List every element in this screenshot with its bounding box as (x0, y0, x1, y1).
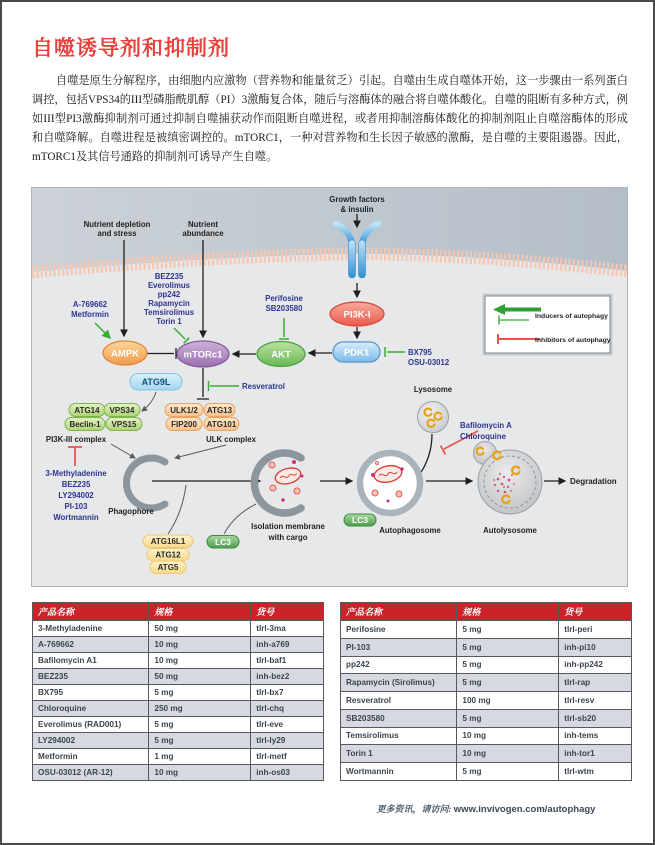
svg-text:PDK1: PDK1 (343, 347, 370, 359)
product-name: Rapamycin (Sirolimus) (341, 674, 457, 692)
svg-text:FIP200: FIP200 (171, 420, 197, 429)
product-size: 250 mg (149, 701, 251, 717)
table-row (341, 674, 632, 692)
inhibitor-bars (68, 431, 478, 466)
table-row (341, 709, 632, 727)
pathway-svg (32, 188, 627, 586)
drug-resveratrol: Resveratrol (242, 382, 285, 391)
product-name: Torin 1 (341, 745, 457, 763)
svg-text:Isolation membrane: Isolation membrane (251, 522, 325, 531)
autophagosome (360, 453, 420, 513)
svg-text:with cargo: with cargo (268, 533, 308, 542)
svg-text:Perifosine: Perifosine (265, 294, 303, 303)
product-size: 10 mg (457, 727, 559, 745)
product-size: 5 mg (457, 763, 559, 781)
table-row (33, 717, 324, 733)
svg-text:pp242: pp242 (157, 290, 181, 299)
drug-list-ampk-activators (71, 300, 109, 319)
product-catalog: inh-a769 (251, 637, 324, 653)
svg-text:LC3: LC3 (351, 515, 369, 525)
table-row (33, 685, 324, 701)
drug-list-lysosome-inhibitors (460, 421, 512, 441)
table-row (33, 749, 324, 765)
intro-paragraph: 自噬是原生分解程序，由细胞内应激物（营养物和能量贫乏）引起。自噬由生成自噬体开始，这一步骤由一系列蛋白调控，包括VPS34的III型磷脂酰肌醇（PI）3激酶复合体，随后与溶酶体的融合将自噬体酸化。自噬的阻断有多种方式，例如III型PI3激酶抑制剂可通过抑制自噬捕获动作而阻断自噬进程，或者用抑制溶酶体酸化的抑制剂阻止自噬溶酶体的形成和自噬降解。自噬进程是被缜密调控的。mTORC1，一种对营养物和生长因子敏感的激酶，是自噬的主要阻遏器。因此，mTORC1及其信号通路的抑制剂可诱导产生自噬。 (32, 75, 628, 163)
svg-text:mTORc1: mTORc1 (183, 349, 223, 361)
product-size: 5 mg (457, 638, 559, 656)
svg-text:& insulin: & insulin (340, 205, 374, 214)
svg-text:3-Methyladenine: 3-Methyladenine (45, 469, 107, 478)
svg-text:ATG101: ATG101 (206, 420, 237, 429)
pi3k3-complex-label: PI3K-III complex (45, 435, 107, 444)
product-size: 5 mg (457, 621, 559, 639)
svg-text:SB203580: SB203580 (265, 304, 303, 313)
svg-text:abundance: abundance (182, 229, 224, 238)
table-row (341, 621, 632, 639)
table-row (341, 638, 632, 656)
product-catalog: tlrl-ly29 (251, 733, 324, 749)
product-name: BEZ235 (33, 669, 149, 685)
table-row (341, 692, 632, 710)
autolysosome (474, 442, 543, 515)
svg-text:Torin 1: Torin 1 (156, 317, 182, 326)
product-name: SB203580 (341, 709, 457, 727)
phagophore-label: Phagophore (108, 507, 154, 516)
drug-list-akt-inhibitors (265, 294, 303, 313)
product-catalog: tlrl-wtm (559, 763, 632, 781)
svg-text:ULK1/2: ULK1/2 (170, 406, 198, 415)
svg-text:Everolimus: Everolimus (147, 281, 191, 290)
product-name: Metformin (33, 749, 149, 765)
product-size: 5 mg (149, 685, 251, 701)
svg-text:Inhibitors of autophagy: Inhibitors of autophagy (535, 337, 611, 344)
svg-text:Nutrient depletion: Nutrient depletion (83, 220, 151, 229)
drug-list-pdk1-inhibitors (408, 348, 450, 367)
table-row (33, 621, 324, 637)
col-header-size: 规格 (457, 603, 559, 621)
product-catalog: tlrl-baf1 (251, 653, 324, 669)
autolysosome-label: Autolysosome (483, 526, 537, 535)
table-row (341, 745, 632, 763)
svg-text:OSU-03012: OSU-03012 (408, 358, 450, 367)
svg-text:VPS34: VPS34 (109, 406, 135, 415)
svg-text:PI3K-I: PI3K-I (343, 309, 371, 321)
product-size: 5 mg (149, 733, 251, 749)
drug-list-pi3k3-inhibitors (45, 469, 107, 522)
ulk-complex-label: ULK complex (206, 435, 256, 444)
svg-text:BX795: BX795 (408, 348, 432, 357)
product-name: PI-103 (341, 638, 457, 656)
svg-text:Temsirolimus: Temsirolimus (143, 308, 195, 317)
product-name: Chloroquine (33, 701, 149, 717)
table-row (341, 656, 632, 674)
lysosome (418, 402, 449, 433)
table-header-row (33, 603, 324, 621)
product-catalog: tlrl-chq (251, 701, 324, 717)
svg-text:Nutrient: Nutrient (188, 220, 218, 229)
ulk-complex (165, 404, 239, 431)
svg-text:Wortmannin: Wortmannin (53, 513, 99, 522)
product-catalog: tlrl-3ma (251, 621, 324, 637)
lysosome-label: Lysosome (413, 385, 453, 394)
product-name: A-769662 (33, 637, 149, 653)
product-catalog: tlrl-rap (559, 674, 632, 692)
table-row (33, 653, 324, 669)
node-mtorc1 (177, 341, 229, 367)
product-name: Temsirolimus (341, 727, 457, 745)
product-size: 10 mg (149, 637, 251, 653)
product-size: 50 mg (149, 669, 251, 685)
product-name: Perifosine (341, 621, 457, 639)
svg-text:Beclin-1: Beclin-1 (69, 420, 101, 429)
footer-url-link[interactable]: www.invivogen.com/autophagy (453, 804, 596, 815)
product-size: 1 mg (149, 749, 251, 765)
svg-text:ATG12: ATG12 (155, 550, 181, 560)
product-name: OSU-03012 (AR-12) (33, 765, 149, 781)
footer (340, 799, 632, 817)
atg-conjugation-stack (143, 535, 193, 574)
phagophore-shape (126, 458, 165, 508)
product-catalog: inh-os03 (251, 765, 324, 781)
product-size: 10 mg (149, 765, 251, 781)
svg-text:LC3: LC3 (214, 537, 232, 547)
product-size: 5 mg (457, 656, 559, 674)
pi3k3-complex (65, 404, 142, 431)
products-table-left (32, 602, 324, 781)
product-catalog: tlrl-resv (559, 692, 632, 710)
svg-text:Growth factors: Growth factors (329, 195, 385, 204)
legend (484, 295, 612, 355)
table-row (341, 727, 632, 745)
lc3-pill-2 (344, 514, 376, 526)
svg-text:ATG14: ATG14 (74, 406, 100, 415)
svg-text:BEZ235: BEZ235 (154, 272, 184, 281)
svg-text:ATG5: ATG5 (157, 563, 179, 572)
svg-text:Chloroquine: Chloroquine (460, 432, 506, 441)
table-header-row (341, 603, 632, 621)
isolation-membrane-label (251, 522, 325, 542)
col-header-catalog: 货号 (559, 603, 632, 621)
product-size: 10 mg (149, 653, 251, 669)
table-row (33, 733, 324, 749)
product-name: pp242 (341, 656, 457, 674)
product-catalog: inh-bez2 (251, 669, 324, 685)
product-catalog: inh-tor1 (559, 745, 632, 763)
svg-text:LY294002: LY294002 (58, 491, 94, 500)
product-size: 5 mg (457, 674, 559, 692)
node-akt (257, 342, 305, 367)
svg-text:AKT: AKT (271, 349, 291, 361)
col-header-product: 产品名称 (33, 603, 149, 621)
product-size: 5 mg (149, 717, 251, 733)
col-header-size: 规格 (149, 603, 251, 621)
col-header-catalog: 货号 (251, 603, 324, 621)
table-row (33, 701, 324, 717)
product-catalog: tlrl-metf (251, 749, 324, 765)
product-catalog: inh-pi10 (559, 638, 632, 656)
node-ampk (103, 341, 147, 365)
svg-text:AMPK: AMPK (111, 348, 139, 360)
svg-text:and stress: and stress (97, 229, 137, 238)
svg-text:Bafilomycin A: Bafilomycin A (460, 421, 512, 430)
isolation-membrane (254, 453, 303, 513)
product-name: Bafilomycin A1 (33, 653, 149, 669)
table-row (33, 637, 324, 653)
svg-text:BEZ235: BEZ235 (61, 480, 91, 489)
product-catalog: tlrl-bx7 (251, 685, 324, 701)
svg-text:ATG13: ATG13 (206, 406, 233, 415)
product-catalog: tlrl-peri (559, 621, 632, 639)
svg-text:ATG9L: ATG9L (141, 377, 171, 387)
table-row (33, 765, 324, 781)
footer-note: 更多资讯，请访问: (376, 804, 454, 814)
product-catalog: inh-pp242 (559, 656, 632, 674)
svg-text:Inducers of autophagy: Inducers of autophagy (535, 313, 608, 320)
product-size: 10 mg (457, 745, 559, 763)
node-pi3k-i (330, 302, 384, 326)
product-name: Everolimus (RAD001) (33, 717, 149, 733)
product-size: 50 mg (149, 621, 251, 637)
svg-text:A-769662: A-769662 (72, 300, 108, 309)
drug-list-mtor-inhibitors (144, 272, 195, 326)
product-catalog: inh-tems (559, 727, 632, 745)
svg-text:Rapamycin: Rapamycin (148, 299, 190, 308)
product-name: BX795 (33, 685, 149, 701)
product-name: Wortmannin (341, 763, 457, 781)
product-size: 5 mg (457, 709, 559, 727)
page-title: 自噬诱导剂和抑制剂 (32, 36, 230, 60)
autophagy-pathway-diagram (31, 187, 628, 587)
degradation-label: Degradation (570, 477, 617, 486)
svg-text:ATG16L1: ATG16L1 (150, 537, 186, 546)
products-table-right (340, 602, 632, 781)
table-row (341, 763, 632, 781)
product-name: 3-Methyladenine (33, 621, 149, 637)
product-size: 100 mg (457, 692, 559, 710)
autophagosome-label: Autophagosome (379, 526, 441, 535)
product-name: LY294002 (33, 733, 149, 749)
svg-text:PI-103: PI-103 (64, 502, 88, 511)
col-header-product: 产品名称 (341, 603, 457, 621)
product-tables (32, 602, 632, 781)
svg-text:Metformin: Metformin (71, 310, 109, 319)
product-catalog: tlrl-eve (251, 717, 324, 733)
product-name: Resveratrol (341, 692, 457, 710)
product-catalog: tlrl-sb20 (559, 709, 632, 727)
node-pdk1 (333, 342, 380, 362)
table-row (33, 669, 324, 685)
svg-text:VPS15: VPS15 (111, 420, 137, 429)
lc3-pill-1 (207, 536, 239, 549)
node-atg9l (130, 374, 182, 391)
